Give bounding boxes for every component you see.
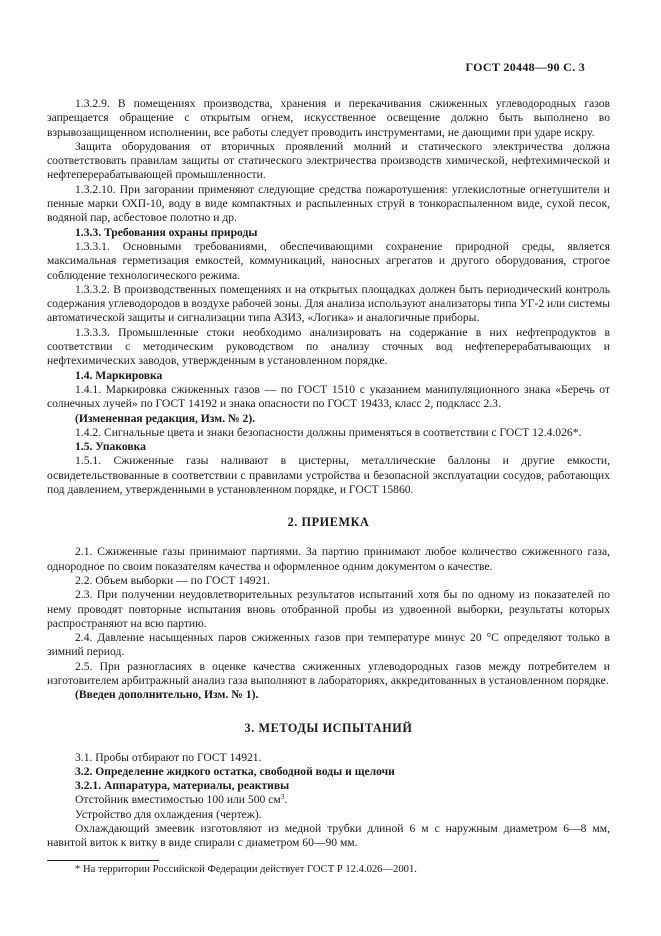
paragraph-1-3-2-10: 1.3.2.10. При загорании применяют следующие средства пожаротушения: углекислотные огнетушители и пенные марки ОХП-10, воду в виде компактных и распыленных струй в тонкораспыленном виде, сухой песок, водяной пар, асбестовое полотно и др. xyxy=(47,182,610,225)
paragraph-1-3-2-9: 1.3.2.9. В помещениях производства, хранения и перекачивания сжиженных углеводородных газов запрещается обращение с открытым огнем, искусственное освещение должно быть выполнено во взрывозащищенном исполнении, все работы следует проводить инструментами, не дающими при ударе искру. xyxy=(47,97,610,139)
paragraph-cooling-device: Устройство для охлаждения (чертеж). xyxy=(75,807,262,821)
subsection-title-3-2-1: 3.2.1. Аппаратура, материалы, реактивы xyxy=(75,779,290,793)
paragraph-2-5: 2.5. При разногласиях в оценке качества сжиженных углеводородных газов между потребителем и изготовителем арбитражный анализ газа выполняют в лабораториях, аккредитованных в установленном порядке. xyxy=(47,659,610,687)
amendment-note: (Измененная редакция, Изм. № 2). xyxy=(75,411,256,425)
paragraph-1-3-3-3: 1.3.3.3. Промышленные стоки необходимо анализировать на содержание в них нефтепродуктов в соответствии с методическим руководством по анализу сточных вод нефтеперерабатывающих и нефтехимических заводов, утвержденным в установленном порядке. xyxy=(47,325,610,368)
settler-superscript: 3 xyxy=(280,792,285,802)
paragraph-2-3: 2.3. При получении неудовлетворительных результатов испытаний хотя бы по одному из показателей по нему проводят повторные испытания вновь отобранной пробы из удвоенной выборки, результаты которых распространяют на всю партию. xyxy=(47,588,610,630)
settler-text: Отстойник вместимостью 100 или 500 см xyxy=(75,793,281,807)
paragraph-cooling-coil: Охлаждающий змеевик изготовляют из медной трубки длиной 6 м с наружным диаметром 6—8 мм, навитой виток к витку в виде спирали с диаметром 60—90 мм. xyxy=(47,822,610,850)
page-header: ГОСТ 20448—90 С. 3 xyxy=(465,60,585,74)
settler-end: . xyxy=(284,793,288,807)
paragraph-equipment-protection: Защита оборудования от вторичных проявлений молний и статического электричества должна соответствовать правилам защиты от статического электричества производств химической, нефтехимической и нефтеперерабатывающей промышленности. xyxy=(47,139,610,182)
footnote-divider xyxy=(47,860,159,861)
paragraph-1-5-1: 1.5.1. Сжиженные газы наливают в цистерны, металлические баллоны и другие емкости, освидетельствованные в соответствии с правилами устройства и безопасной эксплуатации сосудов, работающих под давлением, утвержденными в установленном порядке, и ГОСТ 15860. xyxy=(47,454,610,497)
subsection-title-1-3-3: 1.3.3. Требования охраны природы xyxy=(75,225,258,239)
introduction-note: (Введен дополнительно, Изм. № 1). xyxy=(75,688,259,702)
paragraph-3-1: 3.1. Пробы отбирают по ГОСТ 14921. xyxy=(75,750,262,764)
subsection-title-1-4: 1.4. Маркировка xyxy=(75,368,163,382)
section-title-3: 3. МЕТОДЫ ИСПЫТАНИЙ xyxy=(244,720,413,735)
paragraph-1-3-3-2: 1.3.3.2. В производственных помещениях и на открытых площадках должен быть периодический контроль содержания углеводородов в воздухе рабочей зоны. Для анализа используют анализаторы типа УГ-2 или системы автоматической защиты и сигнализации типа АЗИЗ, «Логика» и аналогичные приборы. xyxy=(47,282,610,325)
footnote: * На территории Российской Федерации действует ГОСТ Р 12.4.026—2001. xyxy=(75,863,417,875)
subsection-title-1-5: 1.5. Упаковка xyxy=(75,440,146,454)
paragraph-2-1: 2.1. Сжиженные газы принимают партиями. За партию принимают любое количество сжиженного газа, однородное по своим показателям качества и оформленное одним документом о качестве. xyxy=(47,545,610,573)
paragraph-1-4-2: 1.4.2. Сигнальные цвета и знаки безопасности должны применяться в соответствии с ГОСТ 12.4.026*. xyxy=(75,425,582,439)
section-title-2: 2. ПРИЕМКА xyxy=(287,515,370,530)
paragraph-2-4: 2.4. Давление насыщенных паров сжиженных газов при температуре минус 20 °С определяют только в зимний период. xyxy=(47,631,610,659)
paragraph-settler xyxy=(47,793,610,807)
paragraph-1-3-3-1: 1.3.3.1. Основными требованиями, обеспечивающими сохранение природной среды, является максимальная герметизация емкостей, коммуникаций, наносных агрегатов и другого оборудования, строгое соблюдение технологического режима. xyxy=(47,239,610,282)
subsection-title-3-2: 3.2. Определение жидкого остатка, свободной воды и щелочи xyxy=(75,764,395,778)
paragraph-1-4-1: 1.4.1. Маркировка сжиженных газов — по ГОСТ 1510 с указанием манипуляционного знака «Беречь от солнечных лучей» по ГОСТ 14192 и знака опасности по ГОСТ 19433, класс 2, подкласс 2.3. xyxy=(47,382,610,411)
document-body xyxy=(47,97,610,877)
paragraph-2-2: 2.2. Объем выборки — по ГОСТ 14921. xyxy=(75,573,271,587)
